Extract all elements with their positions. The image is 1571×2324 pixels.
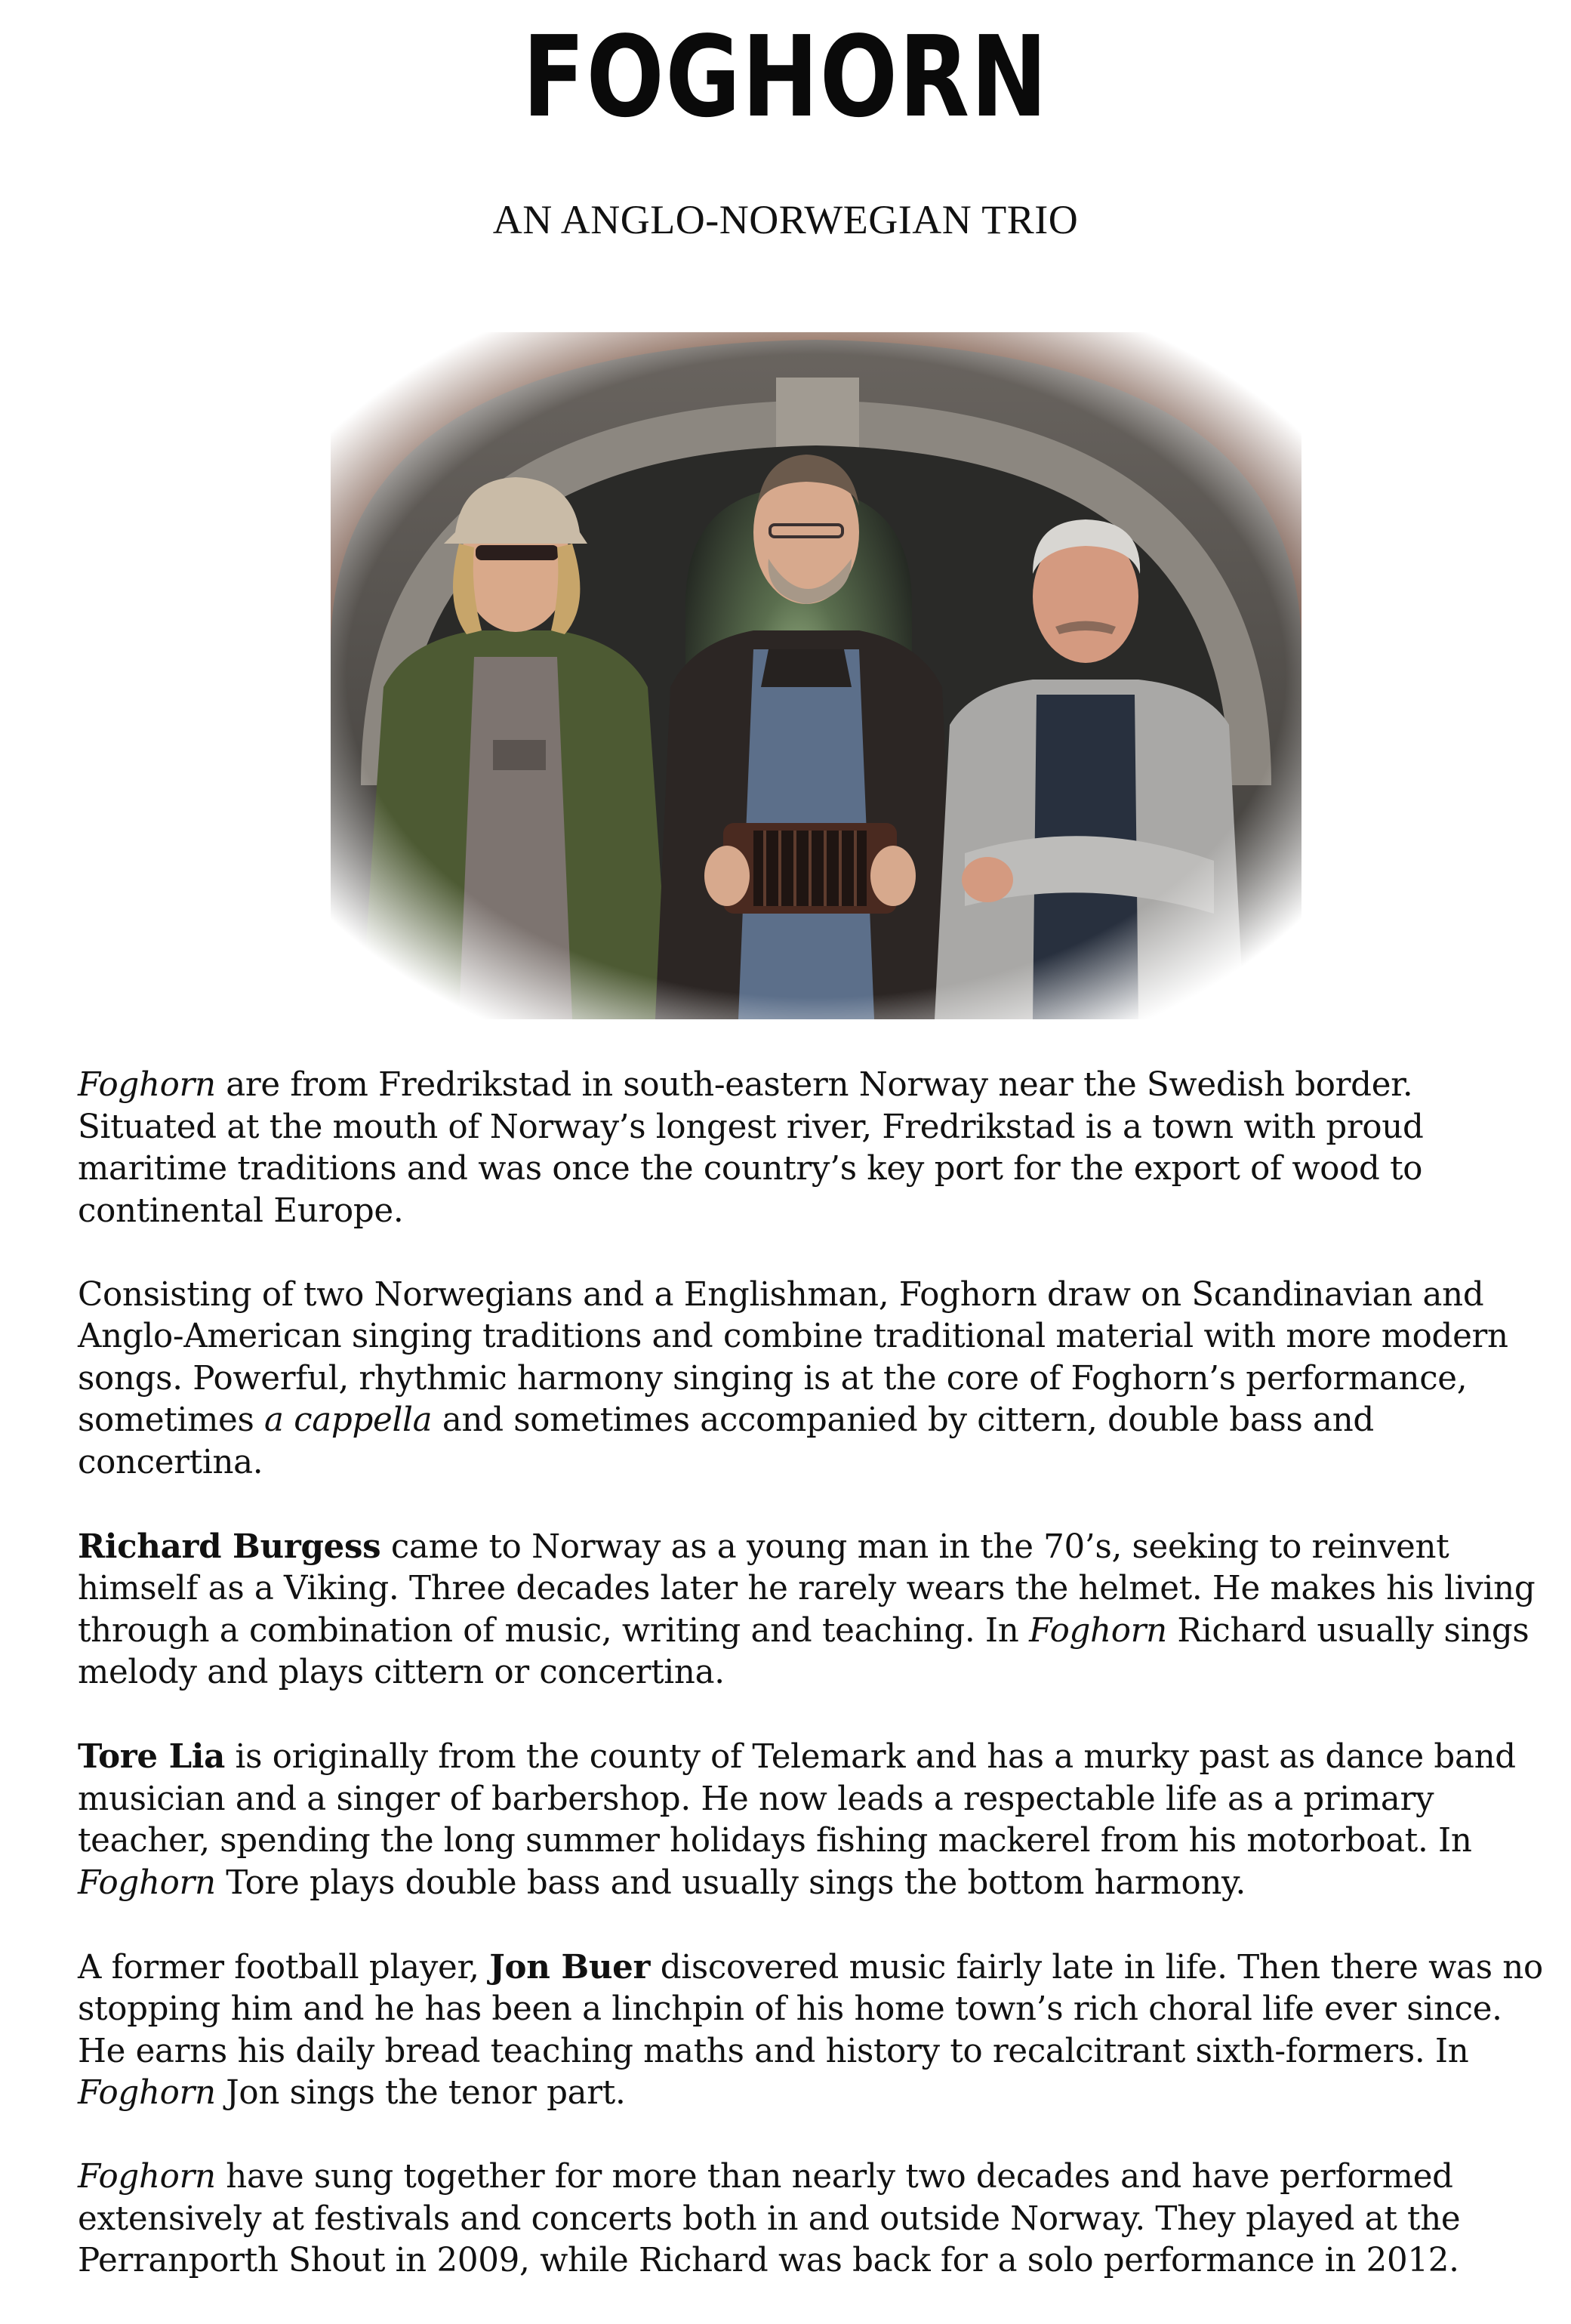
band-name-italic: Foghorn — [78, 2074, 216, 2112]
band-name-italic: Foghorn — [1029, 1611, 1167, 1650]
paragraph-text: and sometimes accompanied by cittern, double bass and concertina. — [78, 1401, 1374, 1481]
member-name-richard: Richard Burgess — [78, 1527, 381, 1566]
paragraph-text: discovered music fairly late in life. Then there was no stopping him and he has been a linchpin of his home town’s rich choral life ever since. He earns his daily bread teaching maths and history to recalcitrant sixth-formers. In — [78, 1948, 1543, 2070]
member-name-tore: Tore Lia — [78, 1737, 226, 1776]
body-text — [78, 1065, 1557, 2324]
paragraph-richard-burgess — [78, 1526, 1557, 1694]
paragraph-text: are from Fredrikstad in south-eastern Norway near the Swedish border. Situated at the mouth of Norway’s longest river, Fredrikstad is a town with proud maritime traditions and was once the country’s key port for the export of wood to continental Europe. — [78, 1066, 1424, 1230]
paragraph-style — [78, 1275, 1557, 1484]
member-name-jon: Jon Buer — [489, 1947, 651, 1986]
paragraph-text: came to Norway as a young man in the 70’s, seeking to reinvent himself as a Viking. Three decades later he rarely wears the helmet. He makes his living through a combination of music, writing and teaching. In — [78, 1527, 1536, 1650]
paragraph-text: Richard usually sings melody and plays cittern or concertina. — [78, 1611, 1529, 1691]
paragraph-text: Jon sings the tenor part. — [215, 2074, 626, 2112]
a-cappella-italic: a cappella — [264, 1401, 433, 1439]
band-name-italic: Foghorn — [78, 1863, 216, 1902]
paragraph-intro — [78, 1065, 1557, 1232]
paragraph-text: Tore plays double bass and usually sings the bottom harmony. — [215, 1863, 1246, 1902]
paragraph-tore-lia — [78, 1736, 1557, 1904]
paragraph-jon-buer — [78, 1946, 1557, 2115]
band-name-italic: Foghorn — [78, 2158, 216, 2196]
band-name-italic: Foghorn — [78, 1066, 216, 1104]
paragraph-history — [78, 2156, 1557, 2282]
paragraph-text: A former football player, — [78, 1948, 490, 1986]
trio-photo-icon — [331, 332, 1301, 1019]
trio-photo — [331, 332, 1301, 1019]
paragraph-text: Consisting of two Norwegians and a Englishman, Foghorn draw on Scandinavian and Anglo-American singing traditions and combine traditional material with more modern songs. Powerful, rhythmic harmony singing is at the core of Foghorn’s performance, sometimes — [78, 1275, 1508, 1439]
page-subtitle: AN ANGLO-NORWEGIAN TRIO — [492, 197, 1079, 242]
paragraph-text: is originally from the county of Telemark and has a murky past as dance band musician and a singer of barbershop. He now leads a respectable life as a primary teacher, spending the long summer holidays fishing mackerel from his motorboat. In — [78, 1738, 1516, 1860]
paragraph-text: have sung together for more than nearly two decades and have performed extensively at festivals and concerts both in and outside Norway. They played at the Perranporth Shout in 2009, while Richard was back for a solo performance in 2012. — [78, 2158, 1461, 2279]
page-title: FOGHORN — [522, 12, 1049, 142]
